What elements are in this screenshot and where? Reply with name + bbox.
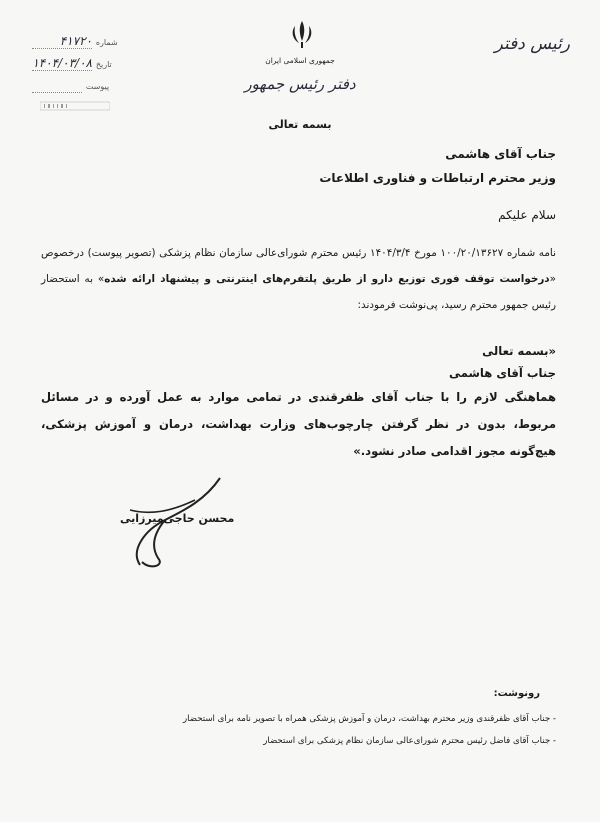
attachment-field [32,78,109,93]
note-text: هماهنگی لازم را با جناب آقای ظفرقندی در تمامی موارد به عمل آورده و در مسائل مربوط، بدون در نظر گرفتن چارچوب‌های وزارت بهداشت، درمان و آموزش پزشکی، هیچ‌گونه مجوز اقدامی صادر نشود.» [41,390,556,458]
org-line-2: دفتر رئیس جمهور [244,75,356,93]
body-subject: درخواست توقف فوری توزیع دارو از طریق پلتفرم‌های اینترنتی و پیشنهاد ارائه شده [104,273,550,285]
attachment-label: پیوست [85,82,110,91]
basmala-heading: بسمه تعالی [268,118,332,131]
body-paragraph [41,240,556,318]
barcode-stamp [40,100,110,112]
top-right-title: رئیس دفتر [494,34,570,54]
greeting: سلام علیکم [498,208,556,222]
date-value: ۱۴۰۴/۰۳/۰۸ [32,56,92,70]
date-field [32,56,112,71]
date-label: تاریخ [95,60,112,69]
recipient-name: جناب آقای هاشمی [445,147,556,161]
number-field [32,34,118,49]
body-text-1: نامه شماره ۱۰۰/۲۰/۱۳۶۲۷ مورخ ۱۴۰۴/۳/۴ رئیس محترم شورای‌عالی سازمان نظام پزشکی (تصویر پیوست) درخصوص « [41,247,556,285]
signature-scribble [110,470,230,580]
cc-item: - جناب آقای ظفرقندی وزیر محترم بهداشت، درمان و آموزش پزشکی همراه با تصویر نامه برای استحضار [183,714,556,724]
signer-name: محسن حاجی‌میرزایی [120,512,235,525]
body-text-2: » به استحضار رئیس جمهور محترم رسید، پی‌نوشت فرمودند: [41,273,556,311]
number-label: شماره [95,38,118,47]
note-salutation: جناب آقای هاشمی [448,366,556,380]
cc-title: رونوشت: [493,688,540,699]
note-basmala: «بسمه تعالی [482,344,556,358]
iran-emblem-icon [286,18,318,50]
org-line-1: جمهوری اسلامی ایران [265,56,335,65]
cc-item: - جناب آقای فاضل رئیس محترم شورای‌عالی سازمان نظام پزشکی برای استحضار [263,736,556,746]
recipient-title: وزیر محترم ارتباطات و فناوری اطلاعات [319,171,556,185]
attachment-value [32,78,82,93]
number-value: ۴۱۷۲۰ [32,34,92,49]
